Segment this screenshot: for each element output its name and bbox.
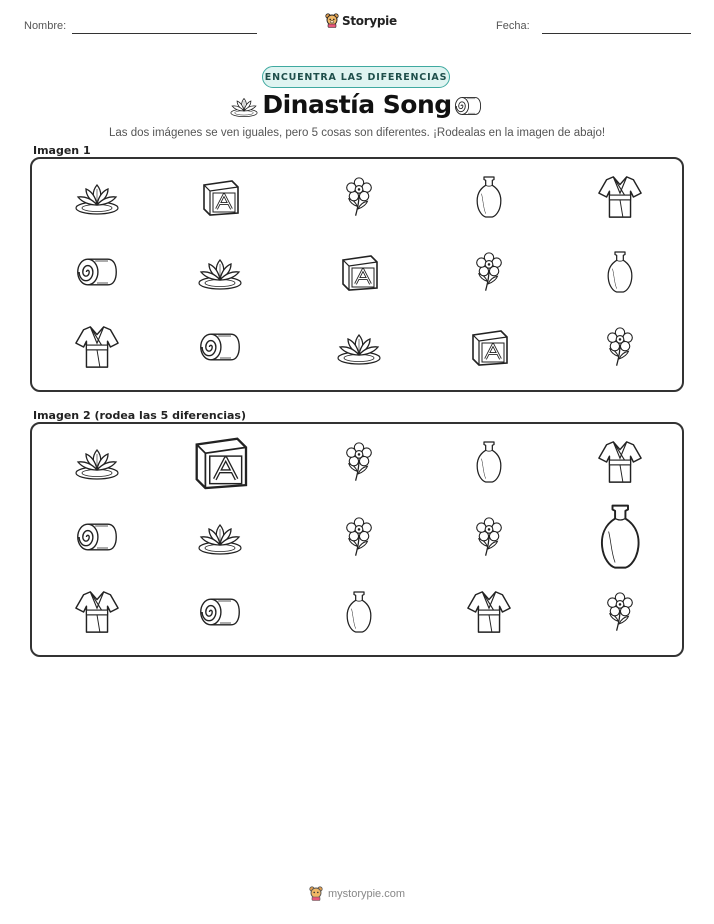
image2-panel[interactable]: [30, 422, 684, 657]
image2-label: Imagen 2 (rodea las 5 diferencias): [33, 409, 247, 422]
letter-block-icon[interactable]: [188, 430, 252, 494]
title-scroll-icon: [453, 94, 483, 123]
flower-icon[interactable]: [603, 591, 637, 633]
robe-icon[interactable]: [597, 439, 643, 485]
vase-icon[interactable]: [344, 589, 374, 635]
lotus-icon: [335, 327, 383, 367]
page-title: Dinastía Song: [262, 90, 452, 119]
image1-panel: [30, 157, 684, 392]
lotus-icon[interactable]: [73, 442, 121, 482]
date-label: Fecha:: [496, 20, 530, 32]
letter-block-icon: [198, 175, 242, 219]
letter-block-icon: [467, 325, 511, 369]
flower-icon[interactable]: [472, 516, 506, 558]
robe-icon[interactable]: [74, 589, 120, 635]
flower-icon[interactable]: [342, 441, 376, 483]
brand-name: Storypie: [342, 13, 397, 28]
lotus-icon[interactable]: [196, 517, 244, 557]
worksheet-type-badge: ENCUENTRA LAS DIFERENCIAS: [262, 66, 450, 88]
robe-icon: [74, 324, 120, 370]
flower-icon: [342, 176, 376, 218]
flower-icon[interactable]: [342, 516, 376, 558]
scroll-icon[interactable]: [75, 518, 119, 556]
flower-icon: [472, 251, 506, 293]
scroll-icon[interactable]: [198, 593, 242, 631]
brand-logo: [325, 13, 397, 28]
scroll-icon: [198, 328, 242, 366]
letter-block-icon: [337, 250, 381, 294]
vase-icon: [605, 249, 635, 295]
robe-icon[interactable]: [466, 589, 512, 635]
name-line[interactable]: [72, 33, 257, 34]
instructions: Las dos imágenes se ven iguales, pero 5 cosas son diferentes. ¡Rodealas en la imagen de abajo!: [108, 127, 606, 139]
bear-mascot-icon: [309, 886, 323, 901]
flower-icon: [603, 326, 637, 368]
date-line[interactable]: [542, 33, 691, 34]
scroll-icon: [75, 253, 119, 291]
robe-icon: [597, 174, 643, 220]
vase-icon[interactable]: [474, 439, 504, 485]
vase-icon: [474, 174, 504, 220]
name-label: Nombre:: [24, 20, 67, 32]
bear-mascot-icon: [325, 13, 339, 28]
image1-label: Imagen 1: [33, 144, 91, 157]
footer: [0, 886, 714, 901]
vase-icon[interactable]: [597, 501, 644, 572]
footer-url: mystorypie.com: [327, 887, 406, 900]
lotus-icon: [196, 252, 244, 292]
lotus-icon: [73, 177, 121, 217]
